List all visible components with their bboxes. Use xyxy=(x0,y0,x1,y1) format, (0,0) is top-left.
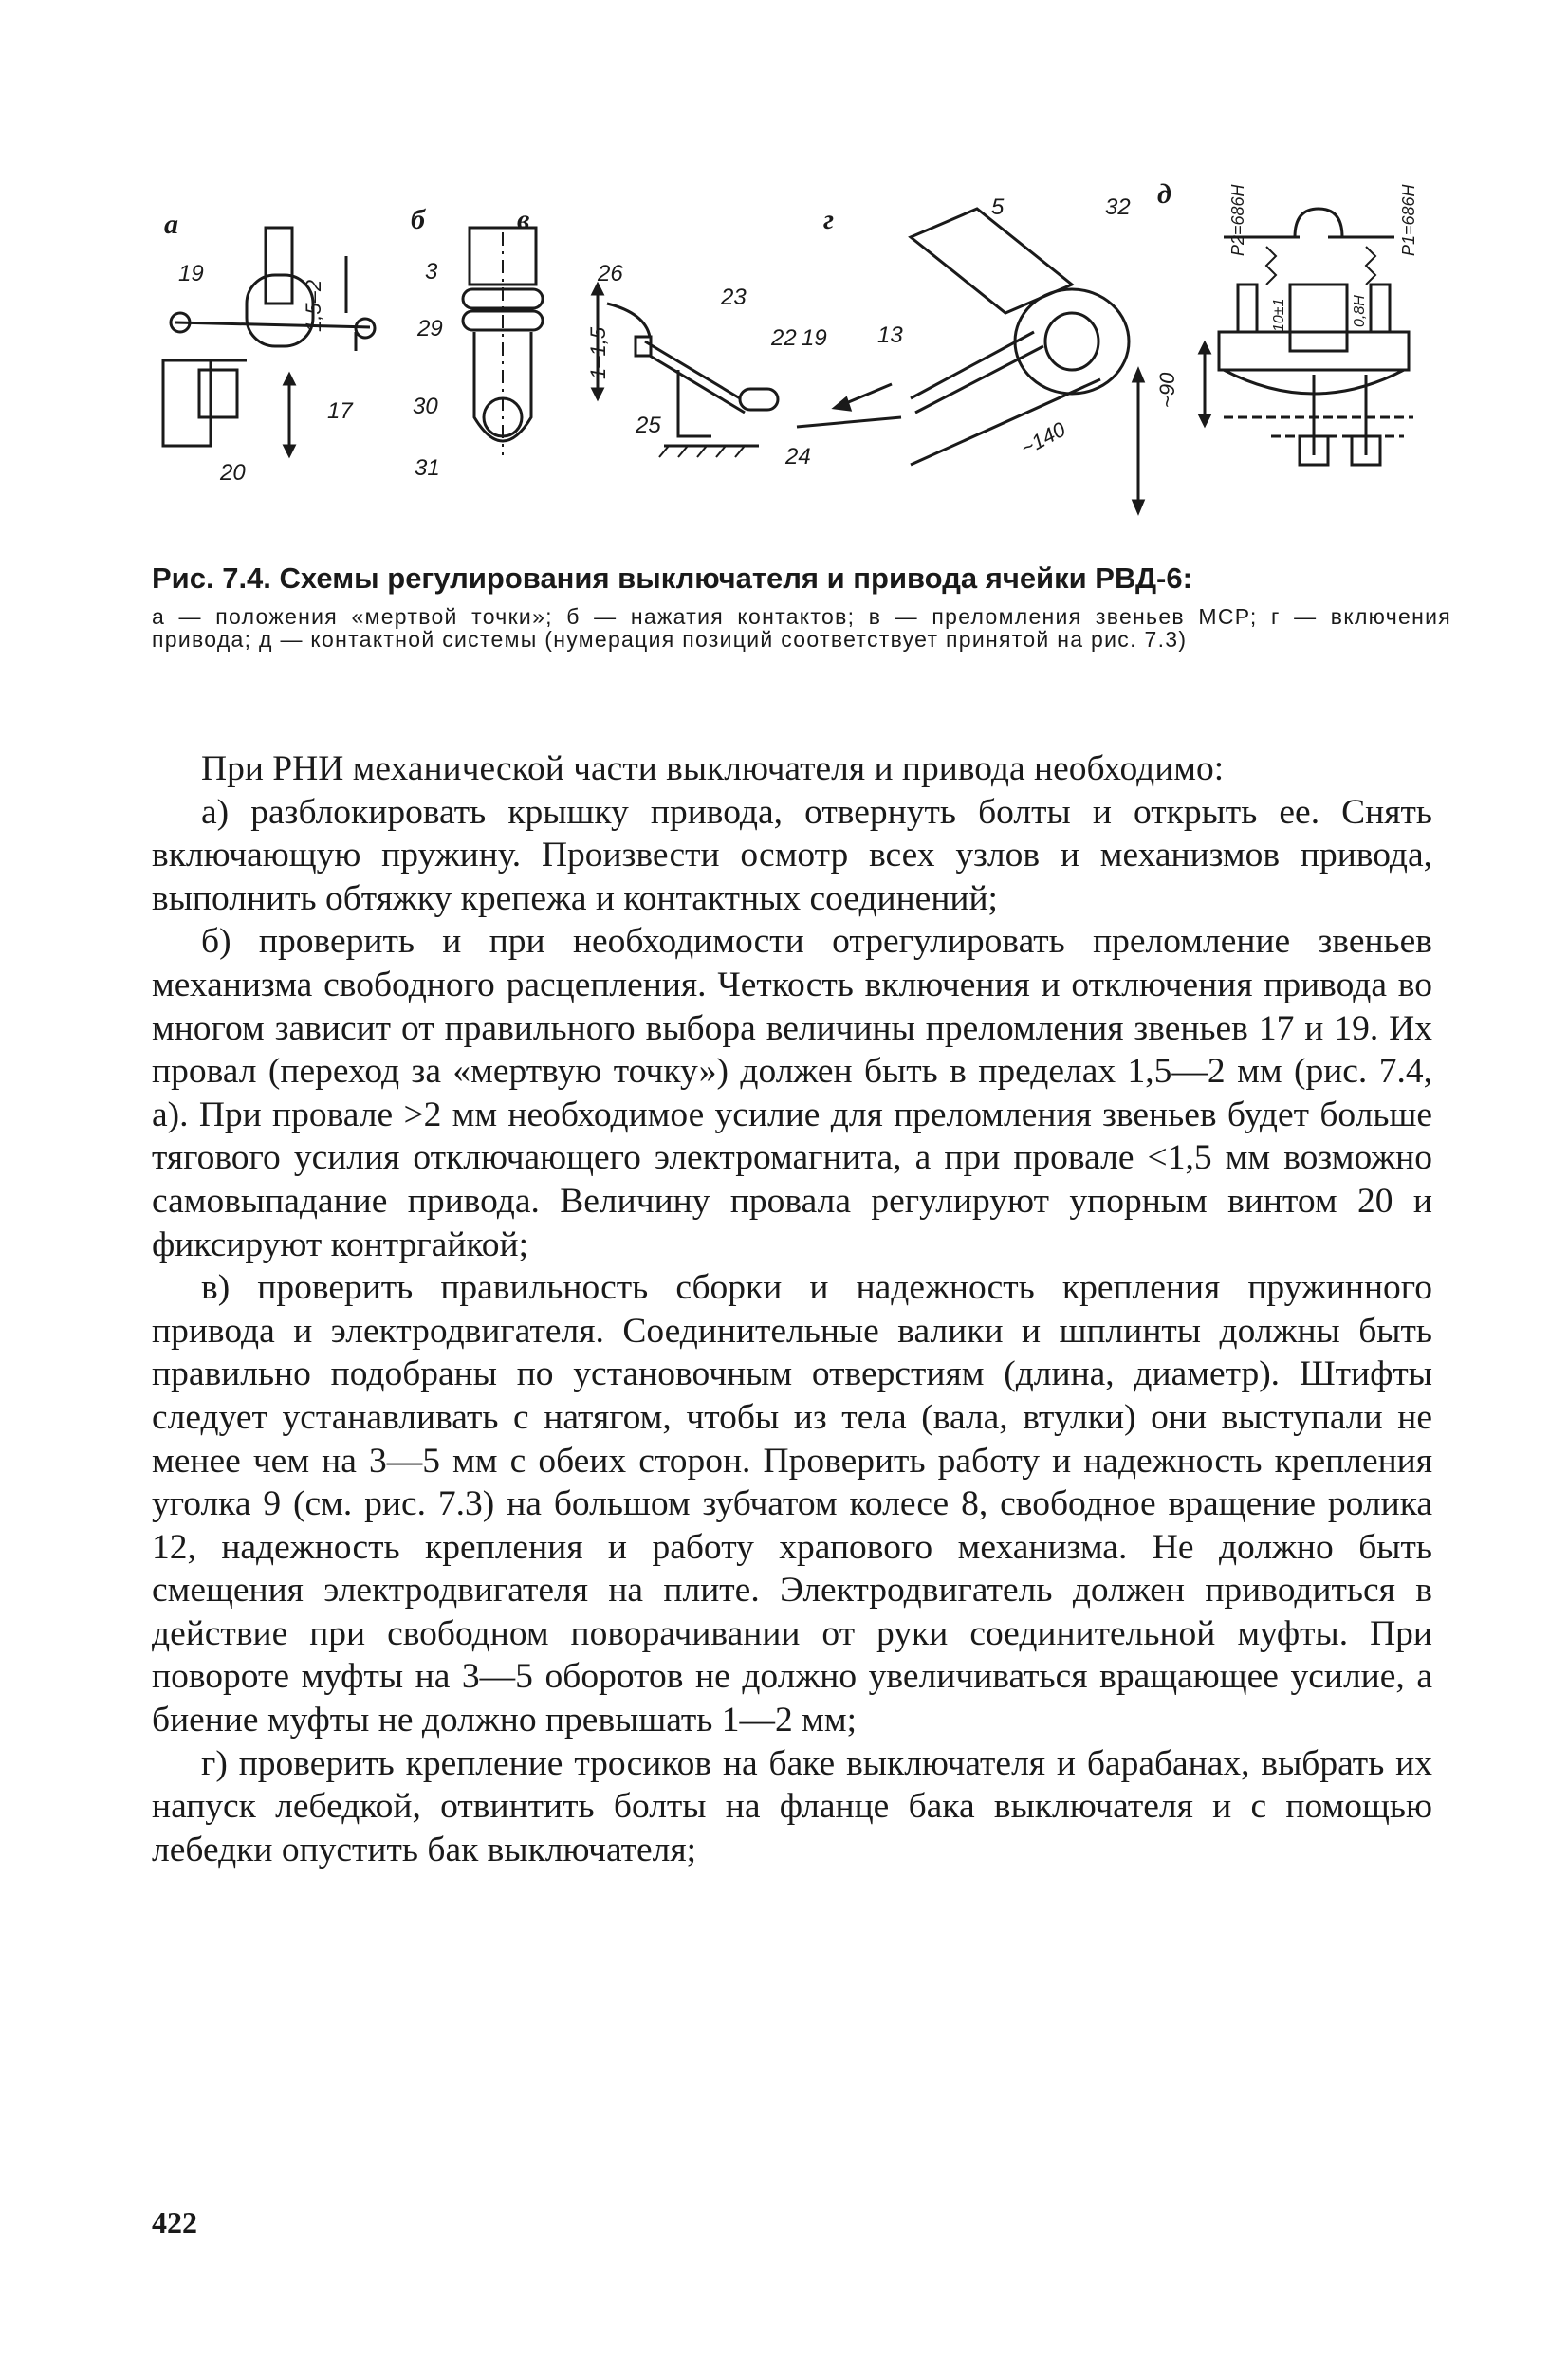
dim-v: 1–1,5 xyxy=(586,326,610,379)
callout-17: 17 xyxy=(327,398,353,424)
dim-d-08: 0,8H xyxy=(1352,295,1368,327)
paragraph-item-a: а) разблокировать крышку привода, отвернуть болты и открыть ее. Снять включающую пружину. Произвести осмотр всех узлов и механизмов привода, выполнить обтяжку крепежа и контактных соединений; xyxy=(152,792,1432,918)
paragraph-item-g: г) проверить крепление тросиков на баке выключателя и барабанах, выбрать их напуск лебедкой, отвинтить болты на фланце бака выключателя и с помощью лебедки опустить бак выключателя; xyxy=(152,1743,1432,1869)
panel-g-letter: г xyxy=(823,204,835,235)
callout-31: 31 xyxy=(415,455,440,481)
page-number: 422 xyxy=(152,2205,197,2239)
panel-b-drawing xyxy=(463,228,543,455)
paragraph-intro: При РНИ механической части выключателя и привода необходимо: xyxy=(201,749,1225,788)
dim-g: ~140 xyxy=(1016,416,1070,461)
callout-19-v: 19 xyxy=(802,325,827,351)
dim-d-p2: P2=686H xyxy=(1228,184,1247,256)
callout-13: 13 xyxy=(877,322,903,348)
caption-label: Рис. 7.4. xyxy=(152,562,271,595)
callout-25: 25 xyxy=(636,413,661,438)
callout-32: 32 xyxy=(1105,194,1131,220)
callout-30: 30 xyxy=(413,394,438,419)
panel-v-letter: в xyxy=(517,204,530,235)
dim-d-10: 10±1 xyxy=(1271,298,1287,332)
paragraph-item-b: б) проверить и при необходимости отрегулировать преломление звеньев механизма свободного расцепления. Четкость включения и отключения привода во многом зависит от правильного выбора величины преломления звеньев 17 и 19. Их провал (переход за «мертвую точку») должен быть в пределах 1,5—2 мм (рис. 7.4, а). При провале >2 мм необходимое усилие для преломления звеньев будет больше тягового усилия отключающего электромагнита, а при провале <1,5 мм возможно самовыпадание привода. Величину провала регулируют упорным винтом 20 и фиксируют контргайкой; xyxy=(152,922,1432,1264)
callout-26: 26 xyxy=(598,261,623,286)
dim-a: 1,5–2 xyxy=(302,279,325,332)
callout-24: 24 xyxy=(785,444,811,469)
panel-g-drawing xyxy=(797,209,1143,512)
panel-a-letter: а xyxy=(164,209,178,240)
caption-title-line xyxy=(152,562,1451,596)
dim-d-90: ~90 xyxy=(1155,372,1179,408)
callout-23: 23 xyxy=(721,285,747,310)
panel-v-drawing xyxy=(593,285,778,457)
paragraph-item-v: в) проверить правильность сборки и надежность крепления пружинного привода и электродвигателя. Соединительные валики и шплинты должны быть правильно подобраны по установочным отверстиям (длина, диаметр). Штифты следует устанавливать с натягом, чтобы из тела (вала, втулки) они выступали не менее чем на 3—5 мм с обеих сторон. Проверить работу и надежность крепления уголка 9 (см. рис. 7.3) на большом зубчатом колесе 8, свободное вращение ролика 12, надежность крепления и работу храпового механизма. Не должно быть смещения электродвигателя на плите. Электродвигатель должен приводиться в действие при свободном поворачивании от руки соединительной муфты. При повороте муфты на 3—5 оборотов не должно увеличиваться вращающее усилие, а биение муфты не должно превышать 1—2 мм; xyxy=(152,1268,1432,1740)
callout-20: 20 xyxy=(220,460,246,486)
panel-d-letter: д xyxy=(1157,178,1171,210)
body-text xyxy=(152,747,1432,1871)
callout-3: 3 xyxy=(425,259,438,285)
figure-caption xyxy=(152,562,1451,651)
caption-body: а — положения «мертвой точки»; б — нажатия контактов; в — преломления звеньев МСР; г — включения привода; д — контактной системы (нумерация позиций соответствует принятой на рис. 7.3) xyxy=(152,604,1451,652)
panel-b-letter: б xyxy=(411,204,425,235)
callout-22: 22 xyxy=(771,325,797,351)
callout-5: 5 xyxy=(991,194,1005,220)
callout-19-a: 19 xyxy=(178,261,204,286)
dim-d-p1: P1=686H xyxy=(1399,184,1418,256)
callout-29: 29 xyxy=(417,316,443,341)
figure-7-4 xyxy=(133,142,1451,541)
caption-title: Схемы регулирования выключателя и привода ячейки РВД-6: xyxy=(279,562,1192,595)
